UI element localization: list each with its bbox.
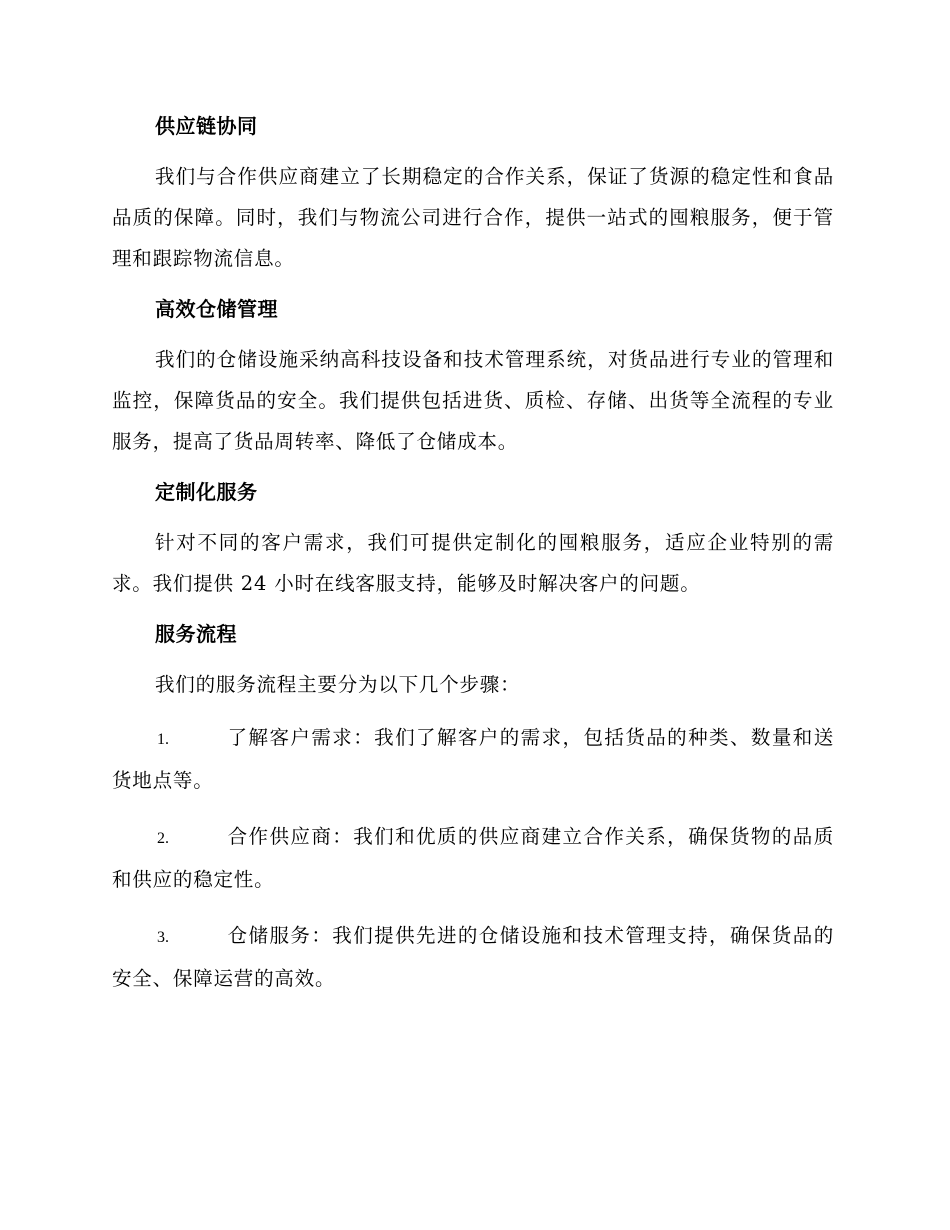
process-step bbox=[112, 915, 834, 999]
section-paragraph-customization: 针对不同的客户需求，我们可提供定制化的囤粮服务，适应企业特别的需求。我们提供 24 小时在线客服支持，能够及时解决客户的问题。 bbox=[112, 531, 834, 595]
section-paragraph-warehousing: 我们的仓储设施采纳高科技设备和技术管理系统，对货品进行专业的管理和监控，保障货品的安全。我们提供包括进货、质检、存储、出货等全流程的专业服务，提高了货品周转率、降低了仓储成本。 bbox=[112, 348, 834, 453]
process-intro: 我们的服务流程主要分为以下几个步骤： bbox=[155, 673, 521, 696]
section-heading-customization: 定制化服务 bbox=[155, 480, 258, 504]
section-heading-process: 服务流程 bbox=[155, 622, 237, 646]
process-step bbox=[112, 816, 834, 900]
process-step bbox=[112, 717, 834, 801]
section-heading-warehousing: 高效仓储管理 bbox=[155, 297, 278, 321]
step-number: 2. bbox=[157, 830, 169, 847]
section-paragraph-supply-chain: 我们与合作供应商建立了长期稳定的合作关系，保证了货源的稳定性和食品品质的保障。同时，我们与物流公司进行合作，提供一站式的囤粮服务，便于管理和跟踪物流信息。 bbox=[112, 165, 834, 270]
step-text: 合作供应商：我们和优质的供应商建立合作关系，确保货物的品质和供应的稳定性。 bbox=[112, 825, 834, 891]
section-heading-supply-chain: 供应链协同 bbox=[155, 114, 258, 138]
step-number: 3. bbox=[157, 929, 169, 946]
step-number: 1. bbox=[157, 731, 169, 748]
step-text: 仓储服务：我们提供先进的仓储设施和技术管理支持，确保货品的安全、保障运营的高效。 bbox=[112, 924, 834, 990]
step-text: 了解客户需求：我们了解客户的需求，包括货品的种类、数量和送货地点等。 bbox=[112, 726, 834, 792]
document-page bbox=[112, 108, 834, 1014]
